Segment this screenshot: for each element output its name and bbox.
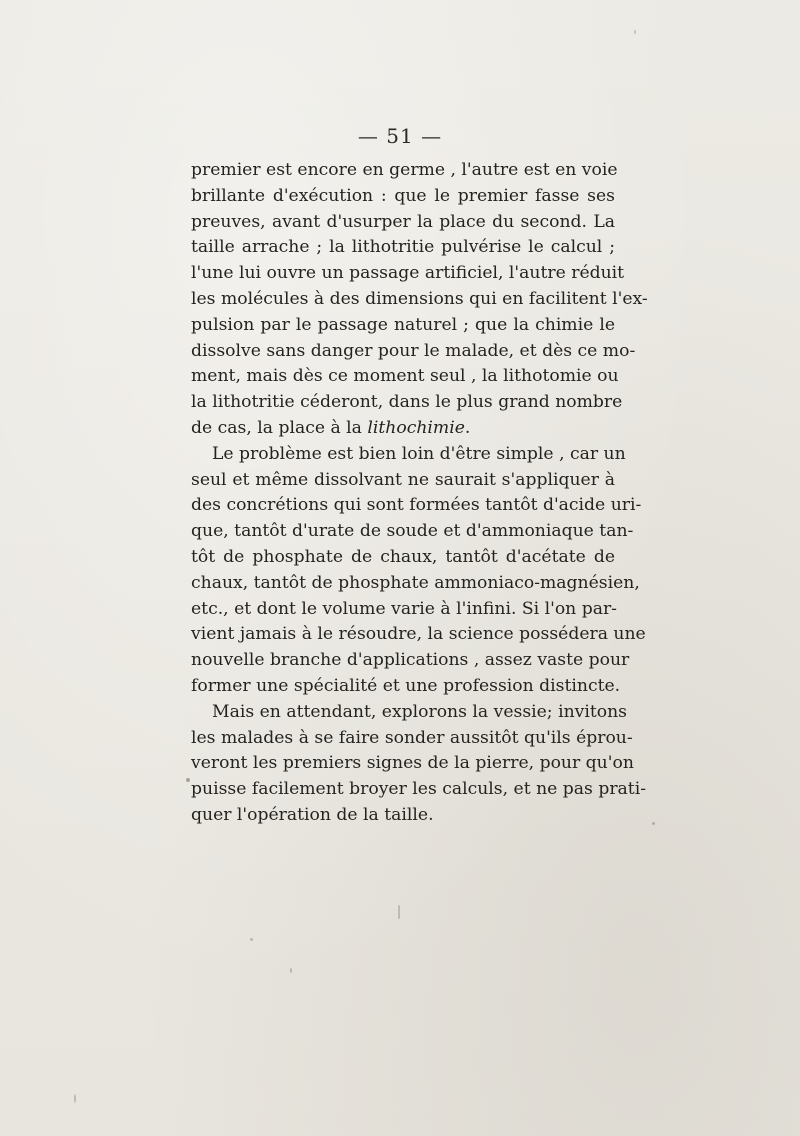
page-number: — 51 — [357, 124, 443, 148]
paper-speck [74, 1094, 76, 1103]
text-fragment: de cas, la place à la [191, 417, 368, 438]
text-line: les molécules à des dimensions qui en facilitent l'ex- [191, 288, 648, 309]
paragraph-start-line: Le problème est bien loin d'être simple , car un [212, 443, 626, 464]
body-text [191, 158, 648, 829]
text-line: que, tantôt d'urate de soude et d'ammoniaque tan- [191, 521, 634, 542]
paper-speck [186, 778, 190, 782]
text-line: puisse facilement broyer les calculs, et ne pas prati- [191, 779, 646, 800]
text-line: les malades à se faire sonder aussitôt qu'ils éprou- [191, 727, 633, 748]
text-line: la lithotritie céderont, dans le plus grand nombre [191, 392, 623, 413]
text-line: des concrétions qui sont formées tantôt d'acide uri- [191, 495, 642, 516]
paragraph-start-line: Mais en attendant, explorons la vessie; invitons [212, 701, 627, 722]
paper-speck [250, 938, 253, 941]
text-line: nouvelle branche d'applications , assez vaste pour [191, 650, 630, 671]
text-line: former une spécialité et une profession distincte. [191, 675, 621, 696]
text-line: pulsion par le passage naturel ; que la chimie le [191, 314, 615, 335]
text-line: tôt de phosphate de chaux, tantôt d'acétate de [191, 546, 615, 567]
text-line: seul et même dissolvant ne saurait s'appliquer à [191, 469, 615, 490]
italic-term: lithochimie [367, 417, 465, 438]
text-fragment: . [464, 417, 471, 438]
text-line: preuves, avant d'usurper la place du second. La [191, 211, 615, 232]
text-line: chaux, tantôt de phosphate ammoniaco-magnésien, [191, 572, 640, 593]
text-line: ment, mais dès ce moment seul , la lithotomie ou [191, 366, 619, 387]
text-line: dissolve sans danger pour le malade, et dès ce mo- [191, 340, 636, 361]
paper-speck [290, 968, 292, 973]
paper-speck [634, 30, 636, 34]
text-line [191, 416, 615, 442]
text-line: l'une lui ouvre un passage artificiel, l'autre réduit [191, 263, 625, 284]
text-line: brillante d'exécution : que le premier fasse ses [191, 185, 615, 206]
text-line: veront les premiers signes de la pierre, pour qu'on [191, 753, 634, 774]
text-line: premier est encore en germe , l'autre est en voie [191, 160, 618, 180]
text-line: etc., et dont le volume varie à l'infini. Si l'on par- [191, 598, 617, 619]
text-line: taille arrache ; la lithotritie pulvérise le calcul ; [191, 237, 615, 258]
paper-speck [398, 905, 400, 919]
text-line: quer l'opération de la taille. [191, 804, 434, 825]
paper-speck [652, 822, 655, 825]
text-line: vient jamais à le résoudre, la science possédera une [191, 624, 646, 645]
